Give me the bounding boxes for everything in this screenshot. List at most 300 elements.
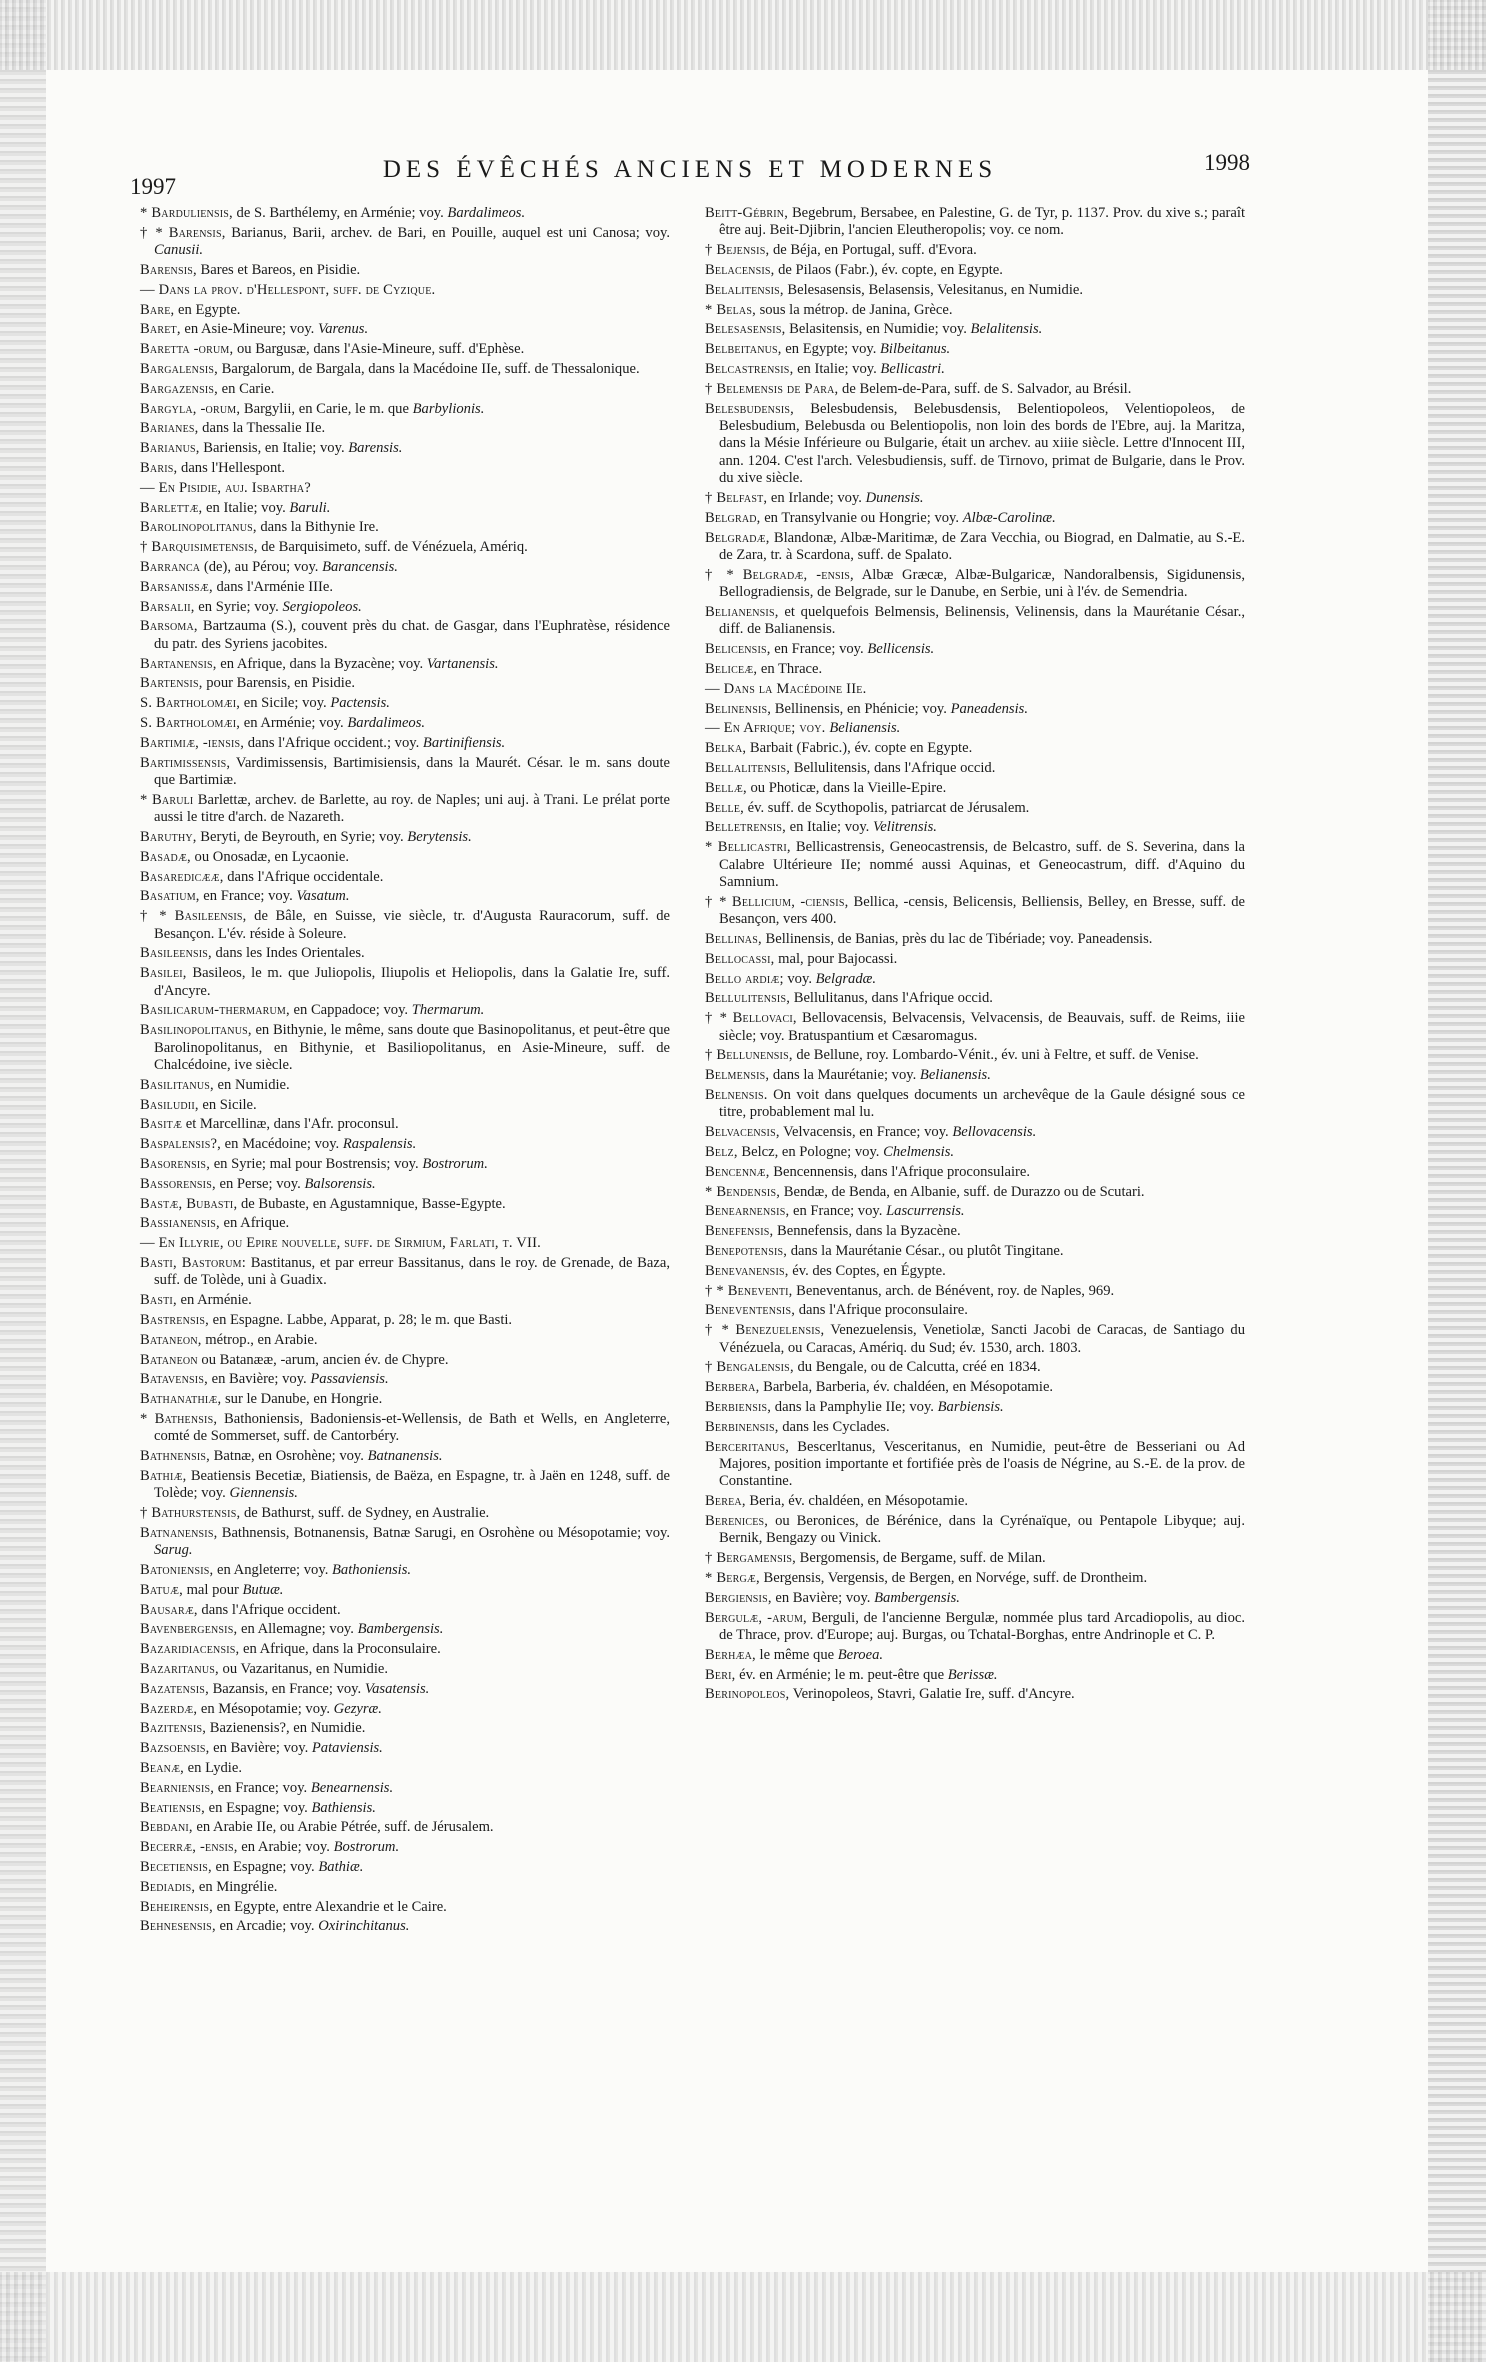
- entry-headword: Belle,: [705, 799, 745, 816]
- dictionary-entry: [140, 735, 670, 752]
- dictionary-entry: [705, 971, 1245, 988]
- dictionary-entry: [705, 321, 1245, 338]
- dictionary-entry: [705, 1686, 1245, 1703]
- entry-headword: Bellinas,: [705, 930, 762, 947]
- entry-headword: Barianes,: [140, 420, 199, 437]
- dictionary-entry: [140, 1681, 670, 1698]
- entry-text: du Bengale, ou de Calcutta, créé en 1834.: [793, 1359, 1041, 1376]
- entry-text: Blandonæ, Albæ-Maritimæ, de Zara Vecchia, ou Biograd, en Dalmatie, au S.-E. de Zara, tr. à Scardona, suff. de Spalato.: [719, 529, 1245, 563]
- dictionary-entry: [140, 1740, 670, 1757]
- entry-crossref: Velitrensis.: [872, 819, 937, 836]
- entry-headword: † Bathurstensis,: [140, 1505, 241, 1522]
- dictionary-entry: [140, 1292, 670, 1309]
- entry-text: de Bellune, roy. Lombardo-Vénit., év. uni à Feltre, et suff. de Venise.: [792, 1047, 1199, 1064]
- entry-text: Bazienensis?, en Numidie.: [206, 1720, 366, 1737]
- dictionary-entry: [140, 519, 670, 536]
- dictionary-entry: [140, 1002, 670, 1019]
- entry-crossref: Dunensis.: [865, 490, 924, 506]
- entry-text: dans la Maurétanie; voy.: [769, 1067, 920, 1084]
- entry-headword: Belcastrensis,: [705, 360, 794, 377]
- entry-text: dans les Indes Orientales.: [211, 945, 365, 962]
- dictionary-entry: [140, 715, 670, 732]
- entry-headword: Bastrensis,: [140, 1311, 209, 1328]
- entry-headword: Bassorensis,: [140, 1175, 216, 1192]
- entry-headword: Belka,: [705, 740, 747, 757]
- right-column: [705, 205, 1245, 1706]
- entry-text: Verinopoleos, Stavri, Galatie Ire, suff. d'Ancyre.: [789, 1686, 1075, 1703]
- entry-headword: Belicensis,: [705, 641, 771, 658]
- dictionary-entry: [705, 1263, 1245, 1280]
- entry-crossref: Bellicastri.: [880, 360, 945, 377]
- dictionary-entry: [140, 361, 670, 378]
- dictionary-entry: [140, 1448, 670, 1465]
- dictionary-entry: [705, 1203, 1245, 1220]
- dictionary-entry: [140, 599, 670, 616]
- dictionary-entry: [705, 490, 1245, 507]
- dictionary-entry: [705, 510, 1245, 527]
- dictionary-entry: [140, 302, 670, 319]
- entry-text: en Bavière; voy.: [771, 1589, 875, 1606]
- entry-headword: Belalitensis,: [705, 281, 784, 298]
- dictionary-entry: [140, 539, 670, 556]
- dictionary-entry: [705, 1399, 1245, 1416]
- entry-headword: Beri,: [705, 1666, 736, 1683]
- dictionary-entry: [140, 1819, 670, 1836]
- entry-headword: † * Beneventi,: [705, 1282, 793, 1299]
- dictionary-entry: [140, 321, 670, 338]
- entry-headword: † * Barensis,: [140, 224, 226, 241]
- dictionary-entry: [140, 1879, 670, 1896]
- entry-headword: — En Pisidie, auj. Isbartha?: [140, 479, 311, 496]
- entry-headword: Belesasensis,: [705, 321, 786, 338]
- entry-text: en Afrique, dans la Proconsulaire.: [239, 1641, 441, 1658]
- entry-text: mal pour: [182, 1581, 243, 1598]
- dictionary-entry: [140, 1562, 670, 1579]
- entry-text: Belasitensis, en Numidie; voy.: [785, 321, 971, 338]
- dictionary-entry: [140, 829, 670, 846]
- dictionary-entry: [140, 1859, 670, 1876]
- entry-headword: Bataneon: [140, 1351, 198, 1368]
- entry-crossref: Giennensis.: [229, 1485, 298, 1502]
- entry-headword: Baris,: [140, 459, 178, 476]
- dictionary-entry: [705, 1667, 1245, 1684]
- entry-headword: * Bergæ,: [705, 1569, 760, 1586]
- dictionary-entry: [705, 1010, 1245, 1045]
- dictionary-entry: [705, 302, 1245, 319]
- entry-crossref: Benearnensis.: [310, 1779, 394, 1796]
- entry-headword: Bataneon,: [140, 1331, 202, 1348]
- dictionary-entry: [140, 1255, 670, 1290]
- dictionary-entry: [140, 1899, 670, 1916]
- dictionary-entry: [705, 1124, 1245, 1141]
- dictionary-entry: [140, 1312, 670, 1329]
- entry-headword: Bargalensis,: [140, 360, 219, 377]
- entry-headword: * Belas,: [705, 301, 756, 318]
- entry-crossref: Vasatum.: [296, 888, 350, 905]
- entry-headword: Beatiensis,: [140, 1799, 206, 1816]
- entry-text: et Marcellinæ, dans l'Afr. proconsul.: [182, 1116, 399, 1133]
- entry-crossref: Bellovacensis.: [952, 1124, 1037, 1141]
- dictionary-entry: [705, 819, 1245, 836]
- entry-text: de Belem-de-Para, suff. de S. Salvador, au Brésil.: [838, 380, 1132, 397]
- entry-headword: Belbeitanus,: [705, 341, 782, 358]
- entry-crossref: Balsorensis.: [304, 1175, 376, 1192]
- entry-text: Belesbudensis, Belebusdensis, Belentiopoleos, Velentiopoleos, de Belesbudium, Belebusda ou Belentiopolis, non loin des bords de l'Ebre, auj. la Maritza, dans la Mésie Inférieure ou Bulgarie, était un archev. au xiiie siècle. Lettre d'Innocent III, ann. 1204. C'est l'arch. Velesbudiensis, suff. de Tirnovo, primat de Bulgarie, dans le Prov. du xive siècle.: [719, 400, 1245, 487]
- entry-text: en Arménie; voy.: [240, 714, 348, 731]
- entry-text: en Egypte; voy.: [781, 341, 881, 358]
- dictionary-entry: [140, 1701, 670, 1718]
- dictionary-entry: [705, 205, 1245, 240]
- entry-headword: Berinopoleos,: [705, 1686, 790, 1703]
- entry-text: en Bithynie, le même, sans doute que Basinopolitanus, et peut-être que Barolinopolitanus, en Bithynie, et Basiliopolitanus, en Asie-Mineure, suff. de Chalcédoine, ive siècle.: [154, 1022, 670, 1073]
- entry-headword: Bellalitensis,: [705, 759, 791, 776]
- entry-crossref: Baruli.: [289, 499, 331, 516]
- entry-headword: Beneventensis,: [705, 1302, 796, 1319]
- entry-text: dans la Thessalie IIe.: [198, 420, 326, 437]
- dictionary-entry: [140, 1839, 670, 1856]
- entry-text: Beria, év. chaldéen, en Mésopotamie.: [745, 1493, 969, 1510]
- entry-headword: Basti,: [140, 1292, 177, 1309]
- entry-headword: Basorensis,: [140, 1155, 211, 1172]
- entry-crossref: Pataviensis.: [311, 1740, 383, 1757]
- entry-text: de Bâle, en Suisse, vie siècle, tr. d'Augusta Rauracorum, suff. de Besançon. L'év. réside à Soleure.: [154, 908, 670, 942]
- entry-crossref: Barancensis.: [322, 558, 398, 575]
- entry-crossref: Barensis.: [348, 440, 403, 457]
- dictionary-entry: [140, 1196, 670, 1213]
- entry-text: dans l'Afrique occident.; voy.: [244, 734, 423, 751]
- dictionary-entry: [140, 1116, 670, 1133]
- entry-headword: Bartanensis,: [140, 655, 217, 672]
- dictionary-entry: [705, 242, 1245, 259]
- entry-text: év. en Arménie; le m. peut-être que: [735, 1666, 948, 1683]
- entry-crossref: Bathoniensis.: [332, 1562, 412, 1579]
- dictionary-entry: [140, 1621, 670, 1638]
- dictionary-entry: [705, 1359, 1245, 1376]
- entry-text: (de), au Pérou; voy.: [200, 558, 323, 575]
- entry-crossref: Sergiopoleos.: [282, 598, 362, 615]
- entry-text: Belcz, en Pologne; voy.: [737, 1143, 884, 1160]
- entry-crossref: Oxirinchitanus.: [318, 1918, 410, 1935]
- entry-text: ou Beronices, de Bérénice, dans la Cyrénaïque, ou Pentapole Libyque; auj. Bernik, Bengazy ou Vinick.: [719, 1512, 1245, 1547]
- entry-headword: — Dans la prov. d'Hellespont, suff. de Cyzique.: [140, 281, 436, 298]
- entry-text: Barbela, Barberia, év. chaldéen, en Mésopotamie.: [759, 1379, 1054, 1396]
- dictionary-entry: [705, 1439, 1245, 1491]
- entry-text: en Cappadoce; voy.: [289, 1002, 412, 1019]
- entry-text: Berguli, de l'ancienne Bergulæ, nommée plus tard Arcadiopolis, au dioc. de Thrace, prov. d'Europe; auj. Burgas, ou Tchatal-Borghas, entre Andrinople et C. P.: [719, 1609, 1246, 1643]
- entry-crossref: Bambergensis.: [874, 1589, 960, 1606]
- entry-headword: Belgrad,: [705, 509, 761, 526]
- entry-headword: † Barquisimetensis,: [140, 539, 258, 556]
- entry-crossref: Belalitensis.: [970, 321, 1043, 338]
- dictionary-entry: [140, 1720, 670, 1737]
- entry-text: en Allemagne; voy.: [237, 1621, 358, 1638]
- entry-headword: Berbera,: [705, 1379, 760, 1396]
- dictionary-entry: [140, 695, 670, 712]
- entry-text: en Espagne. Labbe, Apparat, p. 28; le m. que Basti.: [208, 1311, 513, 1328]
- dictionary-entry: [705, 1302, 1245, 1319]
- entry-headword: Basilinopolitanus,: [140, 1022, 252, 1039]
- entry-text: Barbait (Fabric.), év. copte en Egypte.: [746, 740, 973, 757]
- entry-headword: Batoniensis,: [140, 1562, 214, 1579]
- entry-text: en Italie; voy.: [202, 499, 290, 516]
- entry-text: en Syrie; voy.: [194, 598, 283, 615]
- entry-text: Bellinensis, en Phénicie; voy.: [771, 700, 951, 717]
- entry-crossref: Beroea.: [837, 1646, 884, 1663]
- entry-text: mal, pour Bajocassi.: [774, 950, 898, 967]
- entry-text: en Lydie.: [184, 1760, 242, 1777]
- dictionary-entry: [140, 440, 670, 457]
- dictionary-entry: [140, 792, 670, 827]
- dictionary-entry: [705, 1493, 1245, 1510]
- entry-text: en Carie.: [218, 380, 275, 397]
- entry-text: métrop., en Arabie.: [201, 1331, 318, 1348]
- dictionary-entry: [705, 381, 1245, 398]
- entry-headword: † Bellunensis,: [705, 1047, 793, 1064]
- entry-headword: * Barduliensis,: [140, 205, 233, 221]
- entry-headword: Basilei,: [140, 965, 187, 982]
- dictionary-entry: [140, 500, 670, 517]
- entry-headword: S. Bartholomæi,: [140, 714, 241, 731]
- entry-text: pour Barensis, en Pisidie.: [202, 675, 355, 692]
- entry-text: de Barquisimeto, suff. de Vénézuela, Amériq.: [257, 539, 528, 556]
- entry-text: en France; voy.: [199, 888, 297, 905]
- entry-crossref: Chelmensis.: [883, 1143, 955, 1160]
- entry-text: de Pilaos (Fabr.), év. copte, en Egypte.: [774, 262, 1003, 278]
- dictionary-entry: [705, 530, 1245, 565]
- entry-text: en Sicile; voy.: [240, 695, 331, 712]
- entry-headword: Berhæa,: [705, 1646, 756, 1663]
- entry-headword: Bazsoensis,: [140, 1740, 210, 1757]
- entry-headword: Batavensis,: [140, 1371, 208, 1388]
- dictionary-entry: [705, 1550, 1245, 1567]
- entry-headword: Bathnensis,: [140, 1448, 211, 1465]
- entry-headword: Beliceæ,: [705, 661, 758, 677]
- entry-text: Bargalorum, de Bargala, dans la Macédoine IIe, suff. de Thessalonique.: [218, 360, 640, 377]
- entry-text: en Egypte, entre Alexandrie et le Caire.: [213, 1898, 447, 1915]
- dictionary-entry: [140, 908, 670, 943]
- entry-crossref: Belianensis.: [919, 1067, 991, 1084]
- dictionary-entry: [140, 1641, 670, 1658]
- entry-headword: Basiludii,: [140, 1096, 199, 1113]
- entry-headword: Benepotensis,: [705, 1242, 788, 1259]
- entry-crossref: Butuæ.: [242, 1581, 284, 1598]
- entry-crossref: Berissæ.: [947, 1666, 998, 1683]
- dictionary-entry: [140, 1780, 670, 1797]
- entry-headword: Bastæ, Bubasti,: [140, 1195, 238, 1212]
- entry-text: Bellica, -censis, Belicensis, Belliensis, Belley, en Bresse, suff. de Besançon, vers 400.: [719, 893, 1245, 928]
- dictionary-entry: [140, 1661, 670, 1678]
- entry-headword: Basilitanus,: [140, 1076, 214, 1093]
- entry-headword: Bellocassi,: [705, 950, 775, 967]
- entry-text: voy.: [783, 970, 816, 987]
- entry-headword: Berbinensis,: [705, 1418, 779, 1435]
- scan-edge-top: [0, 0, 1486, 70]
- dictionary-entry: [140, 1582, 670, 1599]
- dictionary-entry: [705, 1283, 1245, 1300]
- entry-crossref: Pactensis.: [330, 695, 390, 712]
- dictionary-entry: [705, 760, 1245, 777]
- dictionary-entry: [140, 420, 670, 437]
- dictionary-entry: [140, 1352, 670, 1369]
- entry-headword: Basatium,: [140, 888, 200, 905]
- entry-text: en Mingrélie.: [195, 1878, 278, 1895]
- entry-headword: Basaredicææ,: [140, 868, 224, 885]
- entry-headword: — Dans la Macédoine IIe.: [705, 680, 867, 697]
- dictionary-entry: [705, 341, 1245, 358]
- dictionary-entry: [705, 951, 1245, 968]
- entry-headword: Beheirensis,: [140, 1898, 214, 1915]
- entry-headword: Bergiensis,: [705, 1589, 772, 1606]
- entry-text: dans l'Arménie IIIe.: [212, 578, 333, 595]
- entry-text: Venezuelensis, Venetiolæ, Sancti Jacobi de Caracas, de Santiago du Vénézuela, ou Caracas, Amériq. du Sud; év. 1530, arch. 1803.: [719, 1322, 1245, 1356]
- scan-edge-left: [0, 0, 46, 2362]
- dictionary-entry: [140, 282, 670, 299]
- dictionary-entry: [705, 1419, 1245, 1436]
- entry-text: Bergomensis, de Bergame, suff. de Milan.: [796, 1550, 1046, 1567]
- entry-text: en Bavière; voy.: [207, 1371, 311, 1388]
- entry-headword: Barsalii,: [140, 598, 195, 615]
- dictionary-entry: [705, 1610, 1245, 1645]
- entry-headword: Barlettæ,: [140, 499, 203, 516]
- entry-text: en Transylvanie ou Hongrie; voy.: [760, 509, 963, 526]
- entry-headword: Bergulæ, -arum,: [705, 1609, 807, 1626]
- entry-text: év. des Coptes, en Égypte.: [788, 1262, 946, 1279]
- dictionary-entry: [140, 656, 670, 673]
- entry-text: en Italie; voy.: [785, 819, 873, 836]
- entry-crossref: Paneadensis.: [950, 700, 1028, 717]
- entry-headword: — En Afrique; voy.: [705, 720, 830, 737]
- entry-text: dans la Maurétanie César., ou plutôt Tingitane.: [787, 1242, 1064, 1259]
- entry-headword: Barsoma,: [140, 618, 198, 635]
- entry-crossref: Bostrorum.: [422, 1155, 488, 1172]
- dictionary-entry: [140, 225, 670, 260]
- entry-headword: Bartimissensis,: [140, 754, 231, 771]
- entry-text: Begebrum, Bersabee, en Palestine, G. de Tyr, p. 1137. Prov. du xive s.; paraît être auj. Beit-Djibrin, l'ancien Eleutheropolis; voy. ce nom.: [719, 205, 1245, 239]
- entry-text: ou Onosadæ, en Lycaonie.: [190, 848, 349, 865]
- entry-text: ou Bargusæ, dans l'Asie-Mineure, suff. d'Ephèse.: [233, 341, 525, 358]
- entry-crossref: Bostrorum.: [333, 1839, 400, 1856]
- entry-headword: Belgradæ,: [705, 529, 770, 546]
- entry-headword: Bellulitensis,: [705, 990, 791, 1007]
- entry-text: en France; voy.: [214, 1779, 311, 1796]
- entry-text: en Arménie.: [176, 1292, 252, 1309]
- entry-headword: Becerræ, -ensis,: [140, 1839, 238, 1856]
- entry-text: Bares et Bareos, en Pisidie.: [196, 262, 361, 278]
- dictionary-entry: [705, 641, 1245, 658]
- entry-headword: Beitt-Gébrin,: [705, 205, 789, 221]
- entry-headword: Baret,: [140, 321, 181, 338]
- entry-headword: Bellæ,: [705, 779, 747, 796]
- entry-headword: * Bendensis,: [705, 1183, 781, 1200]
- entry-headword: † * Basileensis,: [140, 908, 247, 925]
- entry-headword: Baspalensis?,: [140, 1136, 221, 1153]
- entry-headword: Bencennæ,: [705, 1163, 770, 1180]
- dictionary-entry: [705, 282, 1245, 299]
- entry-text: en Asie-Mineure; voy.: [180, 321, 318, 338]
- dictionary-entry: [705, 1223, 1245, 1240]
- dictionary-entry: [140, 1156, 670, 1173]
- entry-headword: Belacensis,: [705, 262, 775, 278]
- entry-text: Vardimissensis, Bartimisiensis, dans la Maurét. César. le m. sans doute que Bartimiæ.: [154, 754, 670, 788]
- entry-headword: Barsanissæ,: [140, 578, 213, 595]
- dictionary-entry: [140, 480, 670, 497]
- entry-crossref: Bilbeitanus.: [880, 341, 951, 358]
- dictionary-entry: [705, 661, 1245, 678]
- entry-headword: † Bejensis,: [705, 242, 770, 259]
- entry-headword: Bargazensis,: [140, 380, 219, 397]
- entry-headword: Bartimiæ, -iensis,: [140, 734, 245, 751]
- entry-headword: † Belemensis de Para,: [705, 380, 839, 397]
- entry-text: et quelquefois Belmensis, Belinensis, Velinensis, dans la Maurétanie César., diff. de Balianensis.: [719, 604, 1245, 638]
- dictionary-entry: [705, 1047, 1245, 1064]
- entry-headword: Baruthy,: [140, 828, 197, 845]
- entry-crossref: Thermarum.: [411, 1002, 485, 1019]
- entry-headword: Belletrensis,: [705, 819, 786, 836]
- entry-headword: Batnanensis,: [140, 1524, 218, 1541]
- dictionary-entry: [705, 701, 1245, 718]
- dictionary-entry: [140, 869, 670, 886]
- entry-headword: Basadæ,: [140, 848, 191, 865]
- entry-headword: Basti, Bastorum:: [140, 1254, 247, 1271]
- entry-text: Basileos, le m. que Juliopolis, Iliupolis et Heliopolis, dans la Galatie Ire, suff. d'Ancyre.: [154, 965, 670, 999]
- entry-text: en Afrique, dans la Byzacène; voy.: [216, 655, 427, 672]
- entry-text: Bergensis, Vergensis, de Bergen, en Norvége, suff. de Drontheim.: [759, 1569, 1148, 1586]
- entry-headword: Barranca: [140, 558, 201, 575]
- entry-crossref: Barbylionis.: [412, 400, 485, 417]
- entry-text: Bellicastrensis, Geneocastrensis, de Belcastro, suff. de S. Severina, dans la Calabre Ultérieure IIe; nommé aussi Aquinas, et Geneocastrum, diff. d'Aquino du Samnium.: [719, 839, 1245, 890]
- entry-headword: Belmensis,: [705, 1067, 770, 1084]
- entry-text: de Bathurst, suff. de Sydney, en Australie.: [240, 1505, 490, 1522]
- dictionary-entry: [140, 888, 670, 905]
- entry-text: Belesasensis, Belasensis, Velesitanus, en Numidie.: [783, 281, 1084, 298]
- dictionary-entry: [705, 1322, 1245, 1357]
- dictionary-entry: [705, 1570, 1245, 1587]
- entry-headword: † Belfast,: [705, 490, 768, 506]
- dictionary-entry: [140, 1918, 670, 1935]
- entry-headword: Bassianensis,: [140, 1215, 220, 1232]
- entry-crossref: Bartinifiensis.: [422, 734, 506, 751]
- entry-headword: Bello ardiæ;: [705, 970, 784, 987]
- dictionary-entry: [140, 1332, 670, 1349]
- dictionary-entry: [140, 618, 670, 653]
- entry-text: Beryti, de Beyrouth, en Syrie; voy.: [196, 828, 408, 845]
- dictionary-entry: [705, 839, 1245, 891]
- entry-text: dans l'Afrique occident.: [197, 1601, 341, 1618]
- entry-text: dans l'Hellespont.: [177, 459, 285, 476]
- dictionary-entry: [140, 1097, 670, 1114]
- dictionary-entry: [140, 965, 670, 1000]
- entry-text: Bargylii, en Carie, le m. que: [240, 400, 413, 417]
- entry-headword: Bazaridiacensis,: [140, 1641, 240, 1658]
- dictionary-entry: [140, 1800, 670, 1817]
- entry-text: ou Vazaritanus, en Numidie.: [218, 1661, 389, 1678]
- dictionary-entry: [705, 567, 1245, 602]
- entry-text: Bartzauma (S.), couvent près du chat. de Gasgar, dans l'Euphratèse, résidence du patr. des Syriens jacobites.: [154, 618, 670, 652]
- dictionary-entry: [705, 1087, 1245, 1122]
- entry-crossref: Canusii.: [154, 242, 204, 259]
- entry-headword: † Bergamensis,: [705, 1550, 797, 1567]
- dictionary-entry: [140, 1077, 670, 1094]
- entry-text: en Numidie.: [213, 1076, 290, 1093]
- entry-headword: † * Bellovaci,: [705, 1010, 797, 1027]
- dictionary-entry: [705, 1513, 1245, 1548]
- dictionary-entry: [140, 945, 670, 962]
- entry-headword: Bearniensis,: [140, 1779, 215, 1796]
- dictionary-entry: [705, 800, 1245, 817]
- entry-text: sous la métrop. de Janina, Grèce.: [755, 301, 953, 318]
- entry-headword: Berbiensis,: [705, 1398, 772, 1415]
- dictionary-entry: [705, 1647, 1245, 1664]
